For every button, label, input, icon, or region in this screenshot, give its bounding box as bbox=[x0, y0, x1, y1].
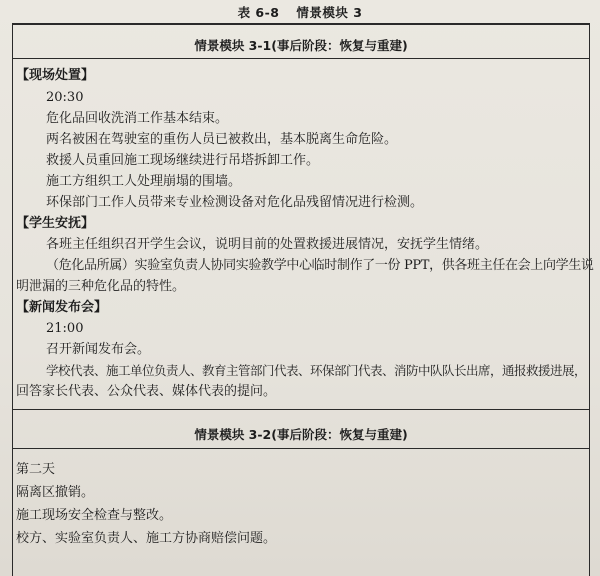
module2-header: 情景模块 3-2(事后阶段：恢复与重建) bbox=[194, 427, 408, 442]
press-line: 学校代表、施工单位负责人、教育主管部门代表、环保部门代表、消防中队队长出席，通报救援进展， bbox=[46, 363, 587, 378]
module2-line: 隔离区撤销。 bbox=[16, 485, 95, 500]
table-title: 情景模块 3 bbox=[296, 5, 363, 20]
module-divider-rule bbox=[12, 409, 590, 410]
scene-line: 两名被困在驾驶室的重伤人员已被救出，基本脱离生命危险。 bbox=[46, 132, 398, 147]
table-top-rule bbox=[12, 23, 590, 25]
students-heading: 【学生安抚】 bbox=[16, 216, 95, 231]
header2-bottom-rule bbox=[12, 448, 590, 449]
module1-header: 情景模块 3-1(事后阶段：恢复与重建) bbox=[194, 38, 408, 53]
scene-heading: 【现场处置】 bbox=[16, 68, 95, 83]
table-caption bbox=[0, 3, 600, 21]
press-heading: 【新闻发布会】 bbox=[16, 300, 108, 315]
scene-line: 救援人员重回施工现场继续进行吊塔拆卸工作。 bbox=[46, 153, 320, 168]
module2-line: 校方、实验室负责人、施工方协商赔偿问题。 bbox=[16, 531, 277, 546]
scene-line: 施工方组织工人处理崩塌的围墙。 bbox=[46, 174, 242, 189]
table-left-rule bbox=[12, 23, 13, 576]
press-time: 21:00 bbox=[46, 321, 84, 336]
students-line: （危化品所属）实验室负责人协同实验教学中心临时制作了一份 PPT，供各班主任在会上向学生说 bbox=[46, 258, 594, 273]
scene-line: 危化品回收洗消工作基本结束。 bbox=[46, 111, 229, 126]
table-right-rule bbox=[589, 23, 590, 576]
header1-bottom-rule bbox=[12, 58, 590, 59]
students-line: 各班主任组织召开学生会议，说明目前的处置救援进展情况，安抚学生情绪。 bbox=[46, 237, 489, 252]
students-line: 明泄漏的三种危化品的特性。 bbox=[16, 279, 186, 294]
module2-line: 第二天 bbox=[16, 462, 56, 477]
module2-line: 施工现场安全检查与整改。 bbox=[16, 508, 173, 523]
press-line: 回答家长代表、公众代表、媒体代表的提问。 bbox=[16, 384, 277, 399]
scene-line: 环保部门工作人员带来专业检测设备对危化品残留情况进行检测。 bbox=[46, 195, 424, 210]
scene-time: 20:30 bbox=[46, 90, 84, 105]
table-number: 表 6-8 bbox=[237, 5, 280, 20]
press-line: 召开新闻发布会。 bbox=[46, 342, 151, 357]
